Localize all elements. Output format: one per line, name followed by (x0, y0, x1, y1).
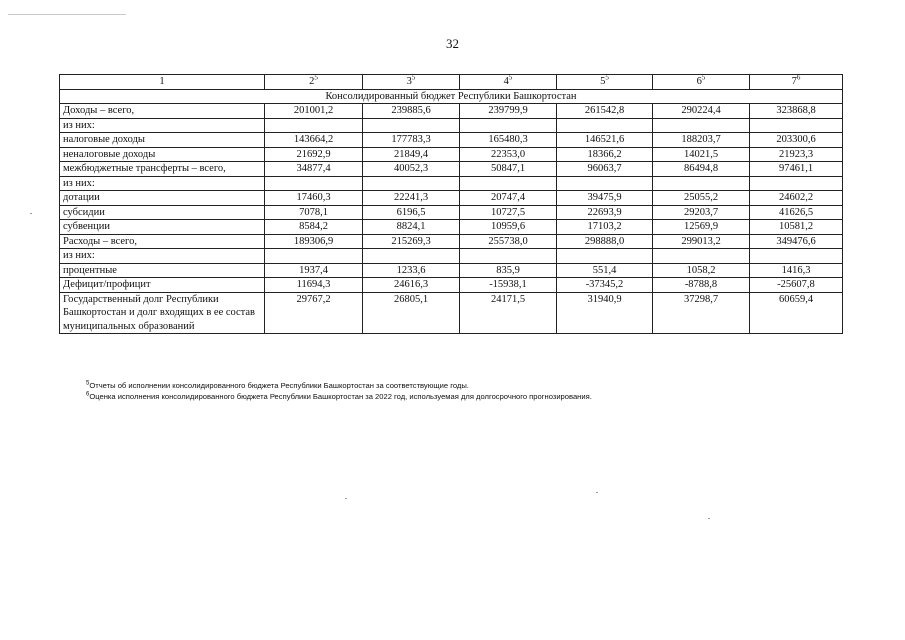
table-cell: 290224,4 (653, 104, 750, 119)
table-cell: 17460,3 (265, 191, 363, 206)
table-cell: 26805,1 (363, 292, 460, 334)
table-cell: 18366,2 (557, 147, 653, 162)
section-row (60, 89, 843, 104)
footnote-reference: 5 (508, 73, 513, 82)
table-cell (363, 118, 460, 133)
table-cell: 551,4 (557, 263, 653, 278)
row-label: субвенции (60, 220, 265, 235)
table-cell: 21849,4 (363, 147, 460, 162)
column-header-number: 4 (503, 76, 509, 87)
footnote-reference: 5 (701, 73, 706, 82)
footnote-mark: 5 (86, 380, 90, 387)
row-label: Расходы – всего, (60, 234, 265, 249)
table-cell: -25607,8 (750, 278, 843, 293)
table-cell: 25055,2 (653, 191, 750, 206)
budget-table-body (60, 75, 843, 334)
table-cell: 239885,6 (363, 104, 460, 119)
table-cell: 21923,3 (750, 147, 843, 162)
table-cell (750, 249, 843, 264)
table-cell (653, 249, 750, 264)
table-cell (750, 118, 843, 133)
table-cell (557, 249, 653, 264)
table-row (60, 205, 843, 220)
row-label: Дефицит/профицит (60, 278, 265, 293)
column-header-number: 5 (600, 76, 606, 87)
row-label: налоговые доходы (60, 133, 265, 148)
table-cell: 1233,6 (363, 263, 460, 278)
column-header-7 (750, 75, 843, 90)
table-cell (363, 249, 460, 264)
column-header-4 (460, 75, 557, 90)
table-cell: 22241,3 (363, 191, 460, 206)
table-cell: 24171,5 (460, 292, 557, 334)
table-cell: 24602,2 (750, 191, 843, 206)
table-cell (460, 176, 557, 191)
table-cell (750, 176, 843, 191)
table-cell: 8584,2 (265, 220, 363, 235)
table-cell: 21692,9 (265, 147, 363, 162)
row-label: межбюджетные трансферты – всего, (60, 162, 265, 177)
header-row (60, 75, 843, 90)
table-cell: 12569,9 (653, 220, 750, 235)
table-cell: 255738,0 (460, 234, 557, 249)
table-cell: 189306,9 (265, 234, 363, 249)
row-label: Государственный долг Республики Башкортостан и долг входящих в ее состав муниципальных образований (60, 292, 265, 334)
table-cell (363, 176, 460, 191)
table-cell: 146521,6 (557, 133, 653, 148)
row-label: Доходы – всего, (60, 104, 265, 119)
table-cell: 17103,2 (557, 220, 653, 235)
row-label: из них: (60, 176, 265, 191)
table-cell: 323868,8 (750, 104, 843, 119)
column-header-2 (265, 75, 363, 90)
scan-edge-mark (8, 14, 126, 15)
table-cell: 143664,2 (265, 133, 363, 148)
table-row (60, 176, 843, 191)
table-cell: -8788,8 (653, 278, 750, 293)
scan-speck (596, 492, 598, 493)
table-cell: 86494,8 (653, 162, 750, 177)
table-cell: 11694,3 (265, 278, 363, 293)
footnotes (86, 380, 592, 402)
scan-speck (708, 518, 710, 519)
row-label: из них: (60, 118, 265, 133)
table-row (60, 220, 843, 235)
table-cell: 96063,7 (557, 162, 653, 177)
table-cell: 10959,6 (460, 220, 557, 235)
column-header-5 (557, 75, 653, 90)
table-row (60, 292, 843, 334)
table-cell: -37345,2 (557, 278, 653, 293)
table-cell: 239799,9 (460, 104, 557, 119)
column-header-1 (60, 75, 265, 90)
table-cell (460, 118, 557, 133)
table-row (60, 263, 843, 278)
table-cell: 10581,2 (750, 220, 843, 235)
budget-table (59, 74, 843, 334)
table-cell: 203300,6 (750, 133, 843, 148)
table-cell: 22353,0 (460, 147, 557, 162)
page-number: 32 (446, 36, 459, 51)
footnote-text: Оценка исполнения консолидированного бюджета Республики Башкортостан за 2022 год, используемая для долгосрочного прогнозирования. (89, 392, 592, 401)
footnote-5 (86, 380, 592, 391)
footnote-text: Отчеты об исполнении консолидированного бюджета Республики Башкортостан за соответствующие годы. (89, 381, 469, 390)
table-cell: 835,9 (460, 263, 557, 278)
table-cell: 50847,1 (460, 162, 557, 177)
table-cell: 97461,1 (750, 162, 843, 177)
table-cell (653, 176, 750, 191)
table-cell: 261542,8 (557, 104, 653, 119)
footnote-reference: 5 (411, 73, 416, 82)
footnote-reference: 6 (796, 73, 801, 82)
row-label: субсидии (60, 205, 265, 220)
column-header-number: 2 (309, 76, 315, 87)
table-cell: 7078,1 (265, 205, 363, 220)
table-cell: 20747,4 (460, 191, 557, 206)
table-cell: 29203,7 (653, 205, 750, 220)
footnote-mark: 6 (86, 391, 90, 398)
table-cell (557, 176, 653, 191)
table-row (60, 234, 843, 249)
table-cell (460, 249, 557, 264)
table-cell: -15938,1 (460, 278, 557, 293)
column-header-number: 6 (696, 76, 702, 87)
table-cell: 1058,2 (653, 263, 750, 278)
table-cell: 8824,1 (363, 220, 460, 235)
table-row (60, 147, 843, 162)
table-cell: 22693,9 (557, 205, 653, 220)
table-row (60, 278, 843, 293)
column-header-3 (363, 75, 460, 90)
table-cell: 6196,5 (363, 205, 460, 220)
row-label: дотации (60, 191, 265, 206)
column-header-number: 3 (406, 76, 412, 87)
column-header-number: 1 (159, 76, 165, 87)
table-cell (265, 176, 363, 191)
table-row (60, 162, 843, 177)
table-cell: 24616,3 (363, 278, 460, 293)
table-cell: 39475,9 (557, 191, 653, 206)
table-cell: 1416,3 (750, 263, 843, 278)
table-cell: 299013,2 (653, 234, 750, 249)
table-row (60, 249, 843, 264)
footnote-6 (86, 391, 592, 402)
table-cell: 60659,4 (750, 292, 843, 334)
row-label: неналоговые доходы (60, 147, 265, 162)
table-cell: 31940,9 (557, 292, 653, 334)
table-cell: 165480,3 (460, 133, 557, 148)
table-cell: 201001,2 (265, 104, 363, 119)
table-cell: 10727,5 (460, 205, 557, 220)
table-cell: 298888,0 (557, 234, 653, 249)
row-label: процентные (60, 263, 265, 278)
scan-speck (345, 498, 347, 499)
scan-speck (30, 213, 32, 214)
table-row (60, 118, 843, 133)
table-cell: 40052,3 (363, 162, 460, 177)
table-cell: 1937,4 (265, 263, 363, 278)
table-row (60, 104, 843, 119)
table-cell: 215269,3 (363, 234, 460, 249)
table-cell: 29767,2 (265, 292, 363, 334)
column-header-number: 7 (791, 76, 797, 87)
table-cell (265, 118, 363, 133)
section-title: Консолидированный бюджет Республики Башкортостан (60, 89, 843, 104)
table-row (60, 191, 843, 206)
footnote-reference: 5 (314, 73, 318, 82)
footnote-reference: 5 (605, 73, 609, 82)
table-cell: 188203,7 (653, 133, 750, 148)
table-cell: 34877,4 (265, 162, 363, 177)
table-cell (265, 249, 363, 264)
table-cell: 349476,6 (750, 234, 843, 249)
table-row (60, 133, 843, 148)
table-cell: 177783,3 (363, 133, 460, 148)
table-cell: 14021,5 (653, 147, 750, 162)
table-cell: 37298,7 (653, 292, 750, 334)
table-cell (557, 118, 653, 133)
row-label: из них: (60, 249, 265, 264)
table-cell (653, 118, 750, 133)
table-cell: 41626,5 (750, 205, 843, 220)
column-header-6 (653, 75, 750, 90)
